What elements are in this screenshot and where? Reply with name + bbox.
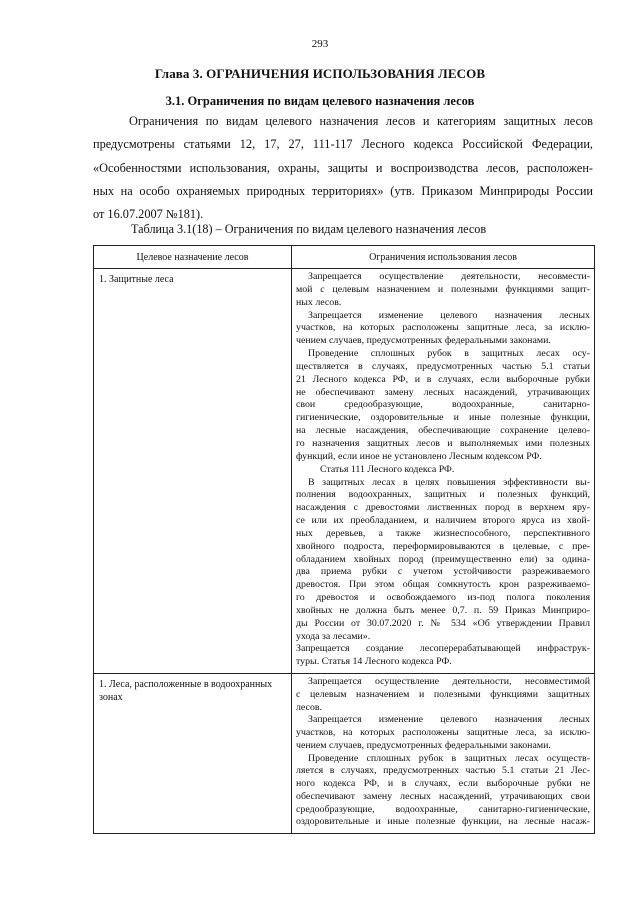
restriction-line: мой с целевым назначением и полезными функциями защит- <box>296 283 590 295</box>
restriction-line: Запрещается создание лесоперерабатывающей инфраструк- <box>296 643 590 655</box>
intro-line: ных на особо охраняемых природных территориях» (утв. Приказом Минприроды России <box>93 183 593 198</box>
restriction-line: чением случаев, предусмотренных федеральными законами. <box>296 739 551 751</box>
restriction-line: Запрещается изменение целевого назначения лесных <box>308 714 590 726</box>
restriction-line: ществляется в случаях, предусмотренных частью 5.1 статьи <box>296 360 590 372</box>
restriction-line: средообразующие, водоохранные, санитарно-гигиенические, <box>296 803 590 815</box>
table-row <box>94 269 595 674</box>
restriction-line: обеспечивают замену лесных насаждений, утрачивающих свои <box>296 790 590 802</box>
restriction-line: два приема рубки с учетом устойчивости разреживаемого <box>296 566 590 578</box>
restriction-line: насаждения с древостоями лиственных пород в верхнем яру- <box>296 502 590 514</box>
restriction-line: го назначения защитных лесов и выполняемых ими полезных <box>296 437 590 449</box>
restriction-line: ды России от 30.07.2020 г. № 534 «Об утверждении Правил <box>296 617 590 629</box>
restriction-line: полнения водоохранных, защитных и полезных функций, <box>296 489 590 501</box>
restriction-line: Статья 111 Лесного кодекса РФ. <box>320 463 455 475</box>
restriction-line: Проведение сплошных рубок в защитных лесах осу- <box>308 348 590 360</box>
restriction-line: функций, если иное не установлено Лесным кодексом РФ. <box>296 450 542 462</box>
restriction-line: Запрещается осуществление деятельности, несовмести- <box>308 271 590 282</box>
restriction-line: хвойных не должна быть менее 0,7. п. 59 Приказ Минприро- <box>296 604 590 616</box>
restriction-line: Проведение сплошных рубок в защитных лесах осуществ- <box>308 752 590 764</box>
restriction-line: гигиенические, оздоровительные и иные полезные функции, <box>296 412 590 424</box>
column-header-restrictions: Ограничения использования лесов <box>292 246 595 269</box>
restriction-line: свои средообразующие, водоохранные, санитарно- <box>296 399 590 411</box>
restriction-line: 21 Лесного кодекса РФ, и в случаях, если выборочные рубки <box>296 373 590 385</box>
restriction-line: ных деревьев, а также жизнеспособного, перспективного <box>296 527 590 539</box>
section-title: 3.1. Ограничения по видам целевого назначения лесов <box>165 94 475 108</box>
intro-line: «Особенностями использования, охраны, защиты и воспроизводства лесов, расположен- <box>93 160 593 175</box>
table-caption: Таблица 3.1(18) – Ограничения по видам целевого назначения лесов <box>131 222 487 236</box>
purpose-cell: 1. Леса, расположенные в водоохранных зонах <box>94 674 292 834</box>
restriction-line: ных лесов. <box>296 296 342 308</box>
restriction-line: с целевым назначением и полезными функциями защитных <box>296 688 590 700</box>
restrictions-table <box>93 245 595 834</box>
intro-paragraph <box>93 110 593 226</box>
table-header-row <box>94 246 595 269</box>
restriction-line: се или их преобладанием, и наличием второго яруса из хвой- <box>296 515 590 527</box>
page-number: 293 <box>311 38 329 50</box>
restriction-line: ного кодекса РФ, и в случаях, если выборочные рубки не <box>296 778 590 790</box>
restriction-line: Запрещается осуществление деятельности, несовместимой <box>308 676 590 688</box>
restriction-line: туры. Статья 14 Лесного кодекса РФ. <box>296 656 452 668</box>
restriction-line: лесов. <box>296 701 323 713</box>
table-row <box>94 674 595 834</box>
restriction-line: Запрещается изменение целевого назначения лесных <box>308 309 590 321</box>
restriction-line: хвойного подроста, переформировываются в целевые, с пре- <box>296 540 590 552</box>
chapter-title: Глава 3. ОГРАНИЧЕНИЯ ИСПОЛЬЗОВАНИЯ ЛЕСОВ <box>154 66 486 81</box>
restriction-line: участков, на которых расположены защитные леса, за исклю- <box>296 322 590 334</box>
restriction-line: ухода за лесами». <box>296 630 371 642</box>
restriction-line: древостоя. При этом общая сомкнутость крон разреживаемо- <box>296 579 590 591</box>
column-header-purpose: Целевое назначение лесов <box>94 246 292 269</box>
restriction-line: на лесные насаждения, обеспечивающие сохранение целево- <box>296 425 590 437</box>
restriction-line: обладанием хвойных пород (преимущественно ели) за одина- <box>296 553 590 565</box>
restrictions-cell <box>292 674 595 834</box>
intro-line: Ограничения по видам целевого назначения лесов и категориям защитных лесов <box>129 114 593 128</box>
restriction-line: го древостоя и освобождаемого из-под полога поколения <box>296 592 590 604</box>
restriction-line: участков, на которых расположены защитные леса, за исклю- <box>296 727 590 739</box>
restrictions-cell <box>292 269 595 674</box>
restriction-line: В защитных лесах в целях повышения эффективности вы- <box>308 476 590 488</box>
intro-line: предусмотрены статьями 12, 17, 27, 111-117 Лесного кодекса Российской Федерации, <box>93 137 593 152</box>
purpose-cell: 1. Защитные леса <box>94 269 292 674</box>
restriction-line: ляется в случаях, предусмотренных частью 5.1 статьи 21 Лес- <box>296 765 590 777</box>
restriction-line: не обеспечивают замену лесных насаждений, утрачивающих <box>296 386 590 398</box>
restriction-line: чением случаев, предусмотренных федеральными законами. <box>296 335 551 347</box>
restriction-line: оздоровительные и иные полезные функции, на лесные насаж- <box>296 816 590 828</box>
intro-line: от 16.07.2007 №181). <box>93 207 204 222</box>
